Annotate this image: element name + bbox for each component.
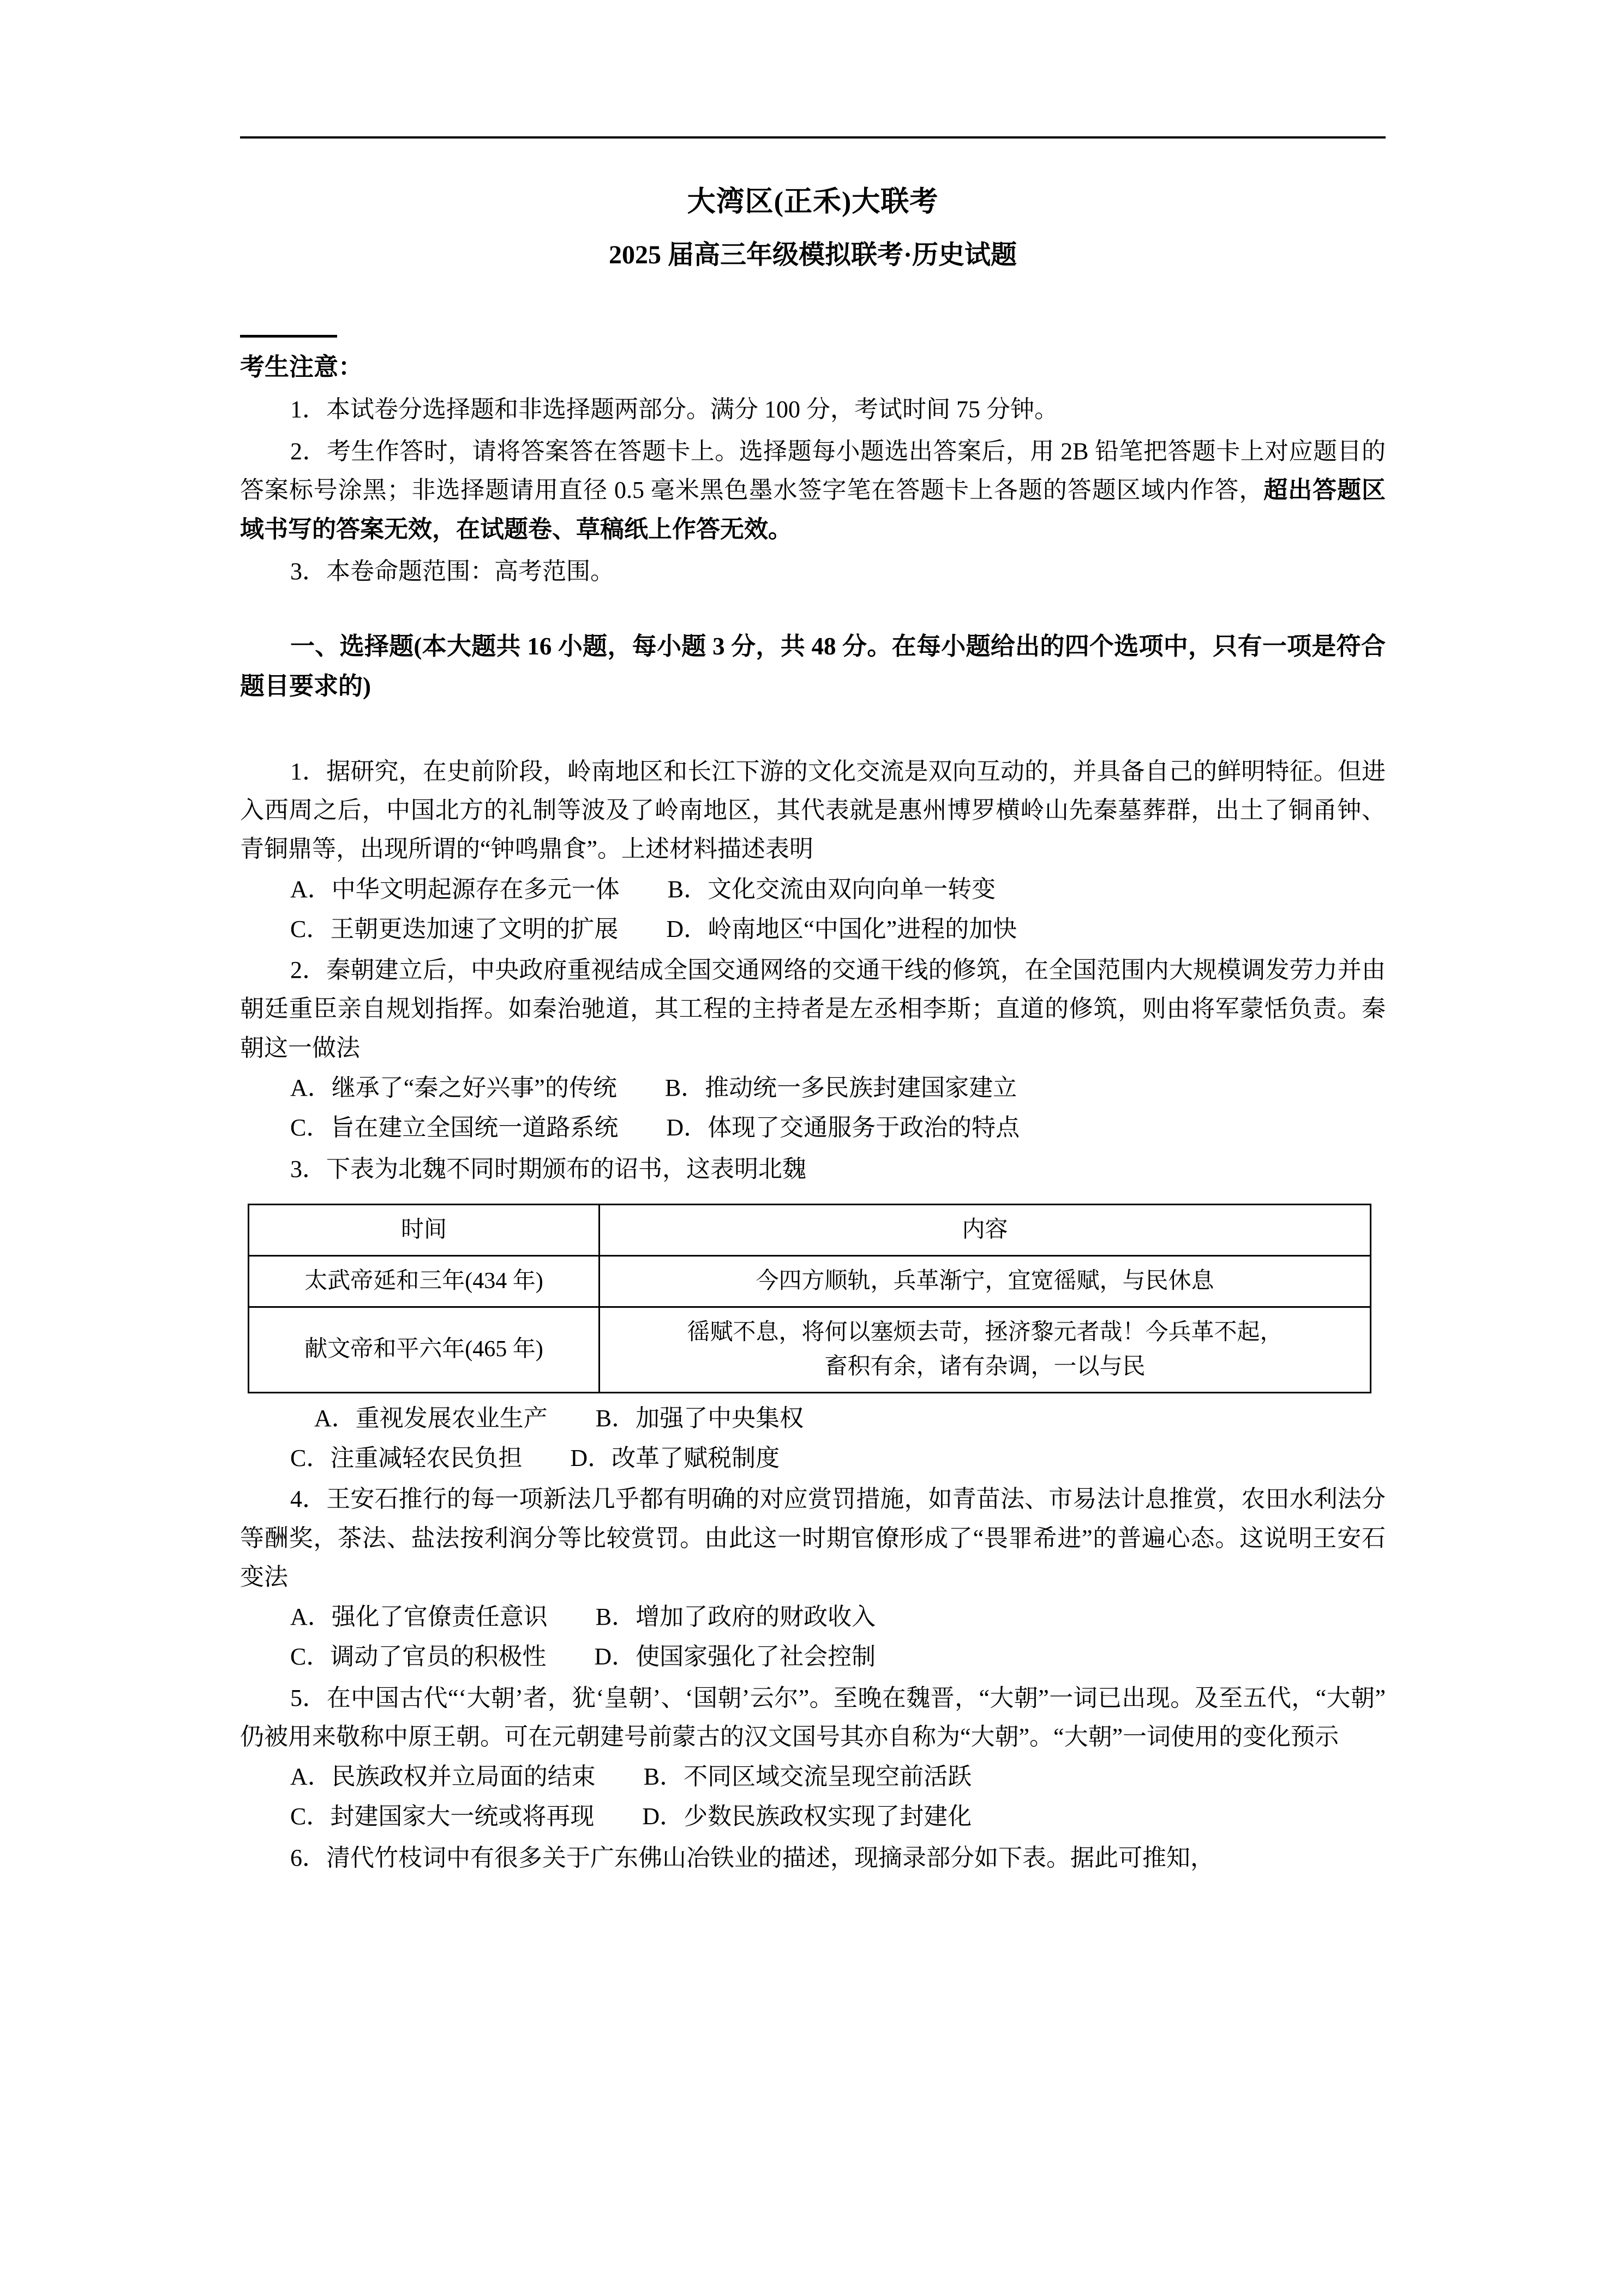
table-cell-content-1: 今四方顺轨，兵革渐宁，宜宽徭赋，与民休息 bbox=[600, 1255, 1371, 1307]
table-cell-content-2-line-1: 徭赋不息，将何以塞烦去苛，拯济黎元者哉！今兵革不起， bbox=[687, 1319, 1283, 1345]
table-header-time: 时间 bbox=[249, 1204, 600, 1255]
question-5-options-row-1: A．民族政权并立局面的结束 B．不同区域交流呈现空前活跃 bbox=[290, 1763, 972, 1790]
question-3-options-row-2: C．注重减轻农民负担 D．改革了赋税制度 bbox=[290, 1445, 780, 1472]
table-header-row bbox=[249, 1204, 1371, 1255]
section-heading-choice: 一、选择题(本大题共 16 小题，每小题 3 分，共 48 分。在每小题给出的四个选项中，只有一项是符合题目要求的) bbox=[240, 633, 1386, 700]
question-4 bbox=[240, 1480, 1386, 1676]
title-block bbox=[240, 181, 1386, 275]
question-1-stem: 1．据研究，在史前阶段，岭南地区和长江下游的文化交流是双向互动的，并具备自己的鲜明特征。但进入西周之后，中国北方的礼制等波及了岭南地区，其代表就是惠州博罗横岭山先秦墓葬群，出土了铜甬钟、青铜鼎等，出现所谓的“钟鸣鼎食”。上述材料描述表明 bbox=[240, 758, 1386, 863]
top-divider bbox=[240, 136, 1386, 139]
table-row bbox=[249, 1255, 1371, 1307]
question-4-options-row-1: A．强化了官僚责任意识 B．增加了政府的财政收入 bbox=[290, 1603, 876, 1631]
notice-heading: 考生注意： bbox=[240, 353, 363, 381]
question-1-options-row-1: A．中华文明起源存在多元一体 B．文化交流由双向向单一转变 bbox=[290, 875, 996, 903]
table-cell-time-1: 太武帝延和三年(434 年) bbox=[249, 1255, 600, 1307]
question-1-options-row-2: C．王朝更迭加速了文明的扩展 D．岭南地区“中国化”进程的加快 bbox=[290, 915, 1017, 942]
notice-item-1: 1．本试卷分选择题和非选择题两部分。满分 100 分，考试时间 75 分钟。 bbox=[290, 395, 1058, 423]
table-row bbox=[249, 1307, 1371, 1392]
question-1 bbox=[240, 752, 1386, 948]
table-cell-content-2 bbox=[600, 1307, 1371, 1392]
paper-subtitle: 2025 届高三年级模拟联考·历史试题 bbox=[608, 241, 1017, 269]
table-header-content: 内容 bbox=[600, 1204, 1371, 1255]
question-2-options-row-2: C．旨在建立全国统一道路系统 D．体现了交通服务于政治的特点 bbox=[290, 1114, 1020, 1141]
question-4-options-row-2: C．调动了官员的积极性 D．使国家强化了社会控制 bbox=[290, 1643, 876, 1670]
question-5 bbox=[240, 1679, 1386, 1836]
notice-item-2-emphasis: 超出答题区域书写的答案无效，在试题卷、草稿纸上作答无效。 bbox=[240, 477, 1386, 543]
notice-divider bbox=[240, 335, 337, 338]
notice-item-2 bbox=[240, 432, 1386, 549]
question-5-stem: 5．在中国古代“‘大朝’者，犹‘皇朝’、‘国朝’云尔”。至晚在魏晋，“大朝”一词已出现。及至五代，“大朝”仍被用来敬称中原王朝。可在元朝建号前蒙古的汉文国号其亦自称为“大朝”。“大朝”一词使用的变化预示 bbox=[240, 1684, 1386, 1750]
question-3-options-row-1: A．重视发展农业生产 B．加强了中央集权 bbox=[290, 1404, 804, 1432]
notice-item-3: 3．本卷命题范围：高考范围。 bbox=[290, 557, 614, 585]
question-5-options-row-2: C．封建国家大一统或将再现 D．少数民族政权实现了封建化 bbox=[290, 1803, 972, 1830]
question-2 bbox=[240, 951, 1386, 1147]
question-3-stem: 3．下表为北魏不同时期颁布的诏书，这表明北魏 bbox=[290, 1155, 806, 1182]
question-6-stem: 6．清代竹枝词中有很多关于广东佛山冶铁业的描述，现摘录部分如下表。据此可推知， bbox=[290, 1844, 1214, 1871]
table-cell-content-2-line-2: 畜积有余，诸有杂调，一以与民 bbox=[824, 1354, 1146, 1379]
question-3 bbox=[240, 1150, 1386, 1478]
table-cell-time-2: 献文帝和平六年(465 年) bbox=[249, 1307, 600, 1392]
page-content bbox=[240, 136, 1386, 1877]
question-2-stem: 2．秦朝建立后，中央政府重视结成全国交通网络的交通干线的修筑，在全国范围内大规模调发劳力并由朝廷重臣亲自规划指挥。如秦治驰道，其工程的主持者是左丞相李斯；直道的修筑，则由将军蒙恬负责。秦朝这一做法 bbox=[240, 957, 1386, 1061]
paper-title: 大湾区(正禾)大联考 bbox=[687, 187, 939, 218]
section-gap bbox=[240, 706, 1386, 750]
edict-table bbox=[248, 1204, 1371, 1393]
question-6 bbox=[240, 1838, 1386, 1877]
question-2-options-row-1: A．继承了“秦之好兴事”的传统 B．推动统一多民族封建国家建立 bbox=[290, 1074, 1017, 1101]
notice-item-2-text: 2．考生作答时，请将答案答在答题卡上。选择题每小题选出答案后，用 2B 铅笔把答题卡上对应题目的答案标号涂黑；非选择题请用直径 0.5 毫米黑色墨水签字笔在答题卡上各题的答题区域内作答， bbox=[240, 438, 1386, 504]
question-4-stem: 4．王安石推行的每一项新法几乎都有明确的对应赏罚措施，如青苗法、市易法计息推赏，农田水利法分等酬奖，茶法、盐法按利润分等比较赏罚。由此这一时期官僚形成了“畏罪希进”的普遍心态。这说明王安石变法 bbox=[240, 1486, 1386, 1590]
